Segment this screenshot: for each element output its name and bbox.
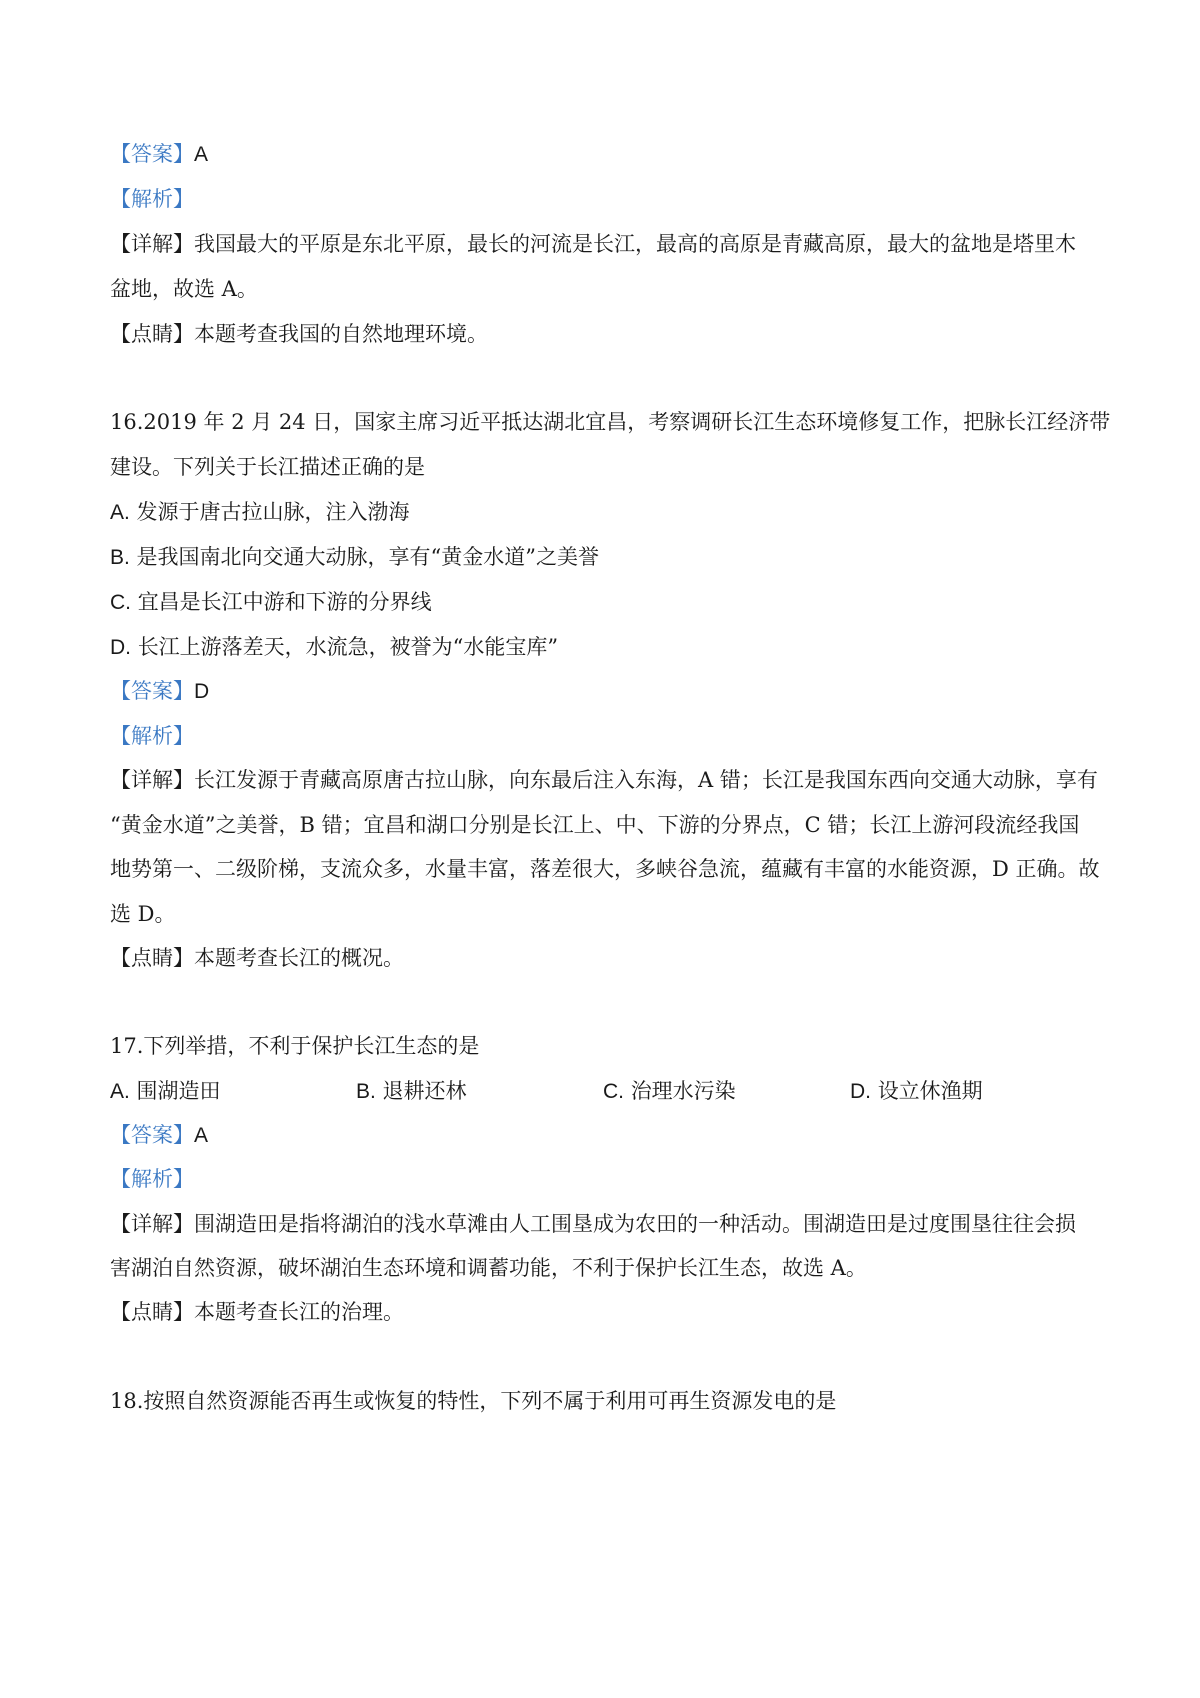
analysis-tag: 【解析】 [110,187,194,211]
comment-text: 【点睛】本题考查我国的自然地理环境。 [110,322,488,346]
detail-text: 害湖泊自然资源，破坏湖泊生态环境和调蓄功能，不利于保护长江生态，故选 A。 [110,1256,867,1280]
option-c: C. 宜昌是长江中游和下游的分界线 [110,590,432,614]
question-stem: 18.按照自然资源能否再生或恢复的特性，下列不属于利用可再生资源发电的是 [110,1389,837,1413]
answer-value: D [194,680,210,703]
detail-text: 盆地，故选 A。 [110,277,258,301]
option-d: D. 长江上游落差天，水流急，被誉为“水能宝库” [110,635,559,659]
comment-text: 【点睛】本题考查长江的概况。 [110,946,404,970]
option-b: B. 退耕还林 [356,1079,467,1103]
analysis-tag: 【解析】 [110,724,194,748]
answer-tag: 【答案】 [110,679,194,703]
option-a: A. 发源于唐古拉山脉，注入渤海 [110,500,410,524]
option-d: D. 设立休渔期 [850,1079,983,1103]
comment-text: 【点睛】本题考查长江的治理。 [110,1300,404,1324]
answer-line [110,677,209,706]
detail-text: 【详解】围湖造田是指将湖泊的浅水草滩由人工围垦成为农田的一种活动。围湖造田是过度围垦往往会损 [110,1212,1076,1236]
answer-tag: 【答案】 [110,142,194,166]
question-stem: 建设。下列关于长江描述正确的是 [110,455,425,479]
answer-line [110,1121,208,1150]
answer-line [110,140,208,169]
analysis-tag: 【解析】 [110,1167,194,1191]
question-stem: 17.下列举措，不利于保护长江生态的是 [110,1034,480,1058]
detail-text: 地势第一、二级阶梯，支流众多，水量丰富，落差很大，多峡谷急流，蕴藏有丰富的水能资源，D 正确。故 [110,857,1100,881]
answer-tag: 【答案】 [110,1123,194,1147]
answer-value: A [194,143,209,166]
detail-text: “黄金水道”之美誉，B 错；宜昌和湖口分别是长江上、中、下游的分界点，C 错；长江上游河段流经我国 [110,813,1080,837]
detail-text: 【详解】我国最大的平原是东北平原，最长的河流是长江，最高的高原是青藏高原，最大的盆地是塔里木 [110,232,1076,256]
option-a: A. 围湖造田 [110,1079,221,1103]
question-stem: 16.2019 年 2 月 24 日，国家主席习近平抵达湖北宜昌，考察调研长江生态环境修复工作，把脉长江经济带 [110,410,1111,434]
option-b: B. 是我国南北向交通大动脉，享有“黄金水道”之美誉 [110,545,600,569]
detail-text: 选 D。 [110,902,176,926]
answer-value: A [194,1124,209,1147]
option-c: C. 治理水污染 [603,1079,736,1103]
detail-text: 【详解】长江发源于青藏高原唐古拉山脉，向东最后注入东海，A 错；长江是我国东西向交通大动脉，享有 [110,768,1098,792]
